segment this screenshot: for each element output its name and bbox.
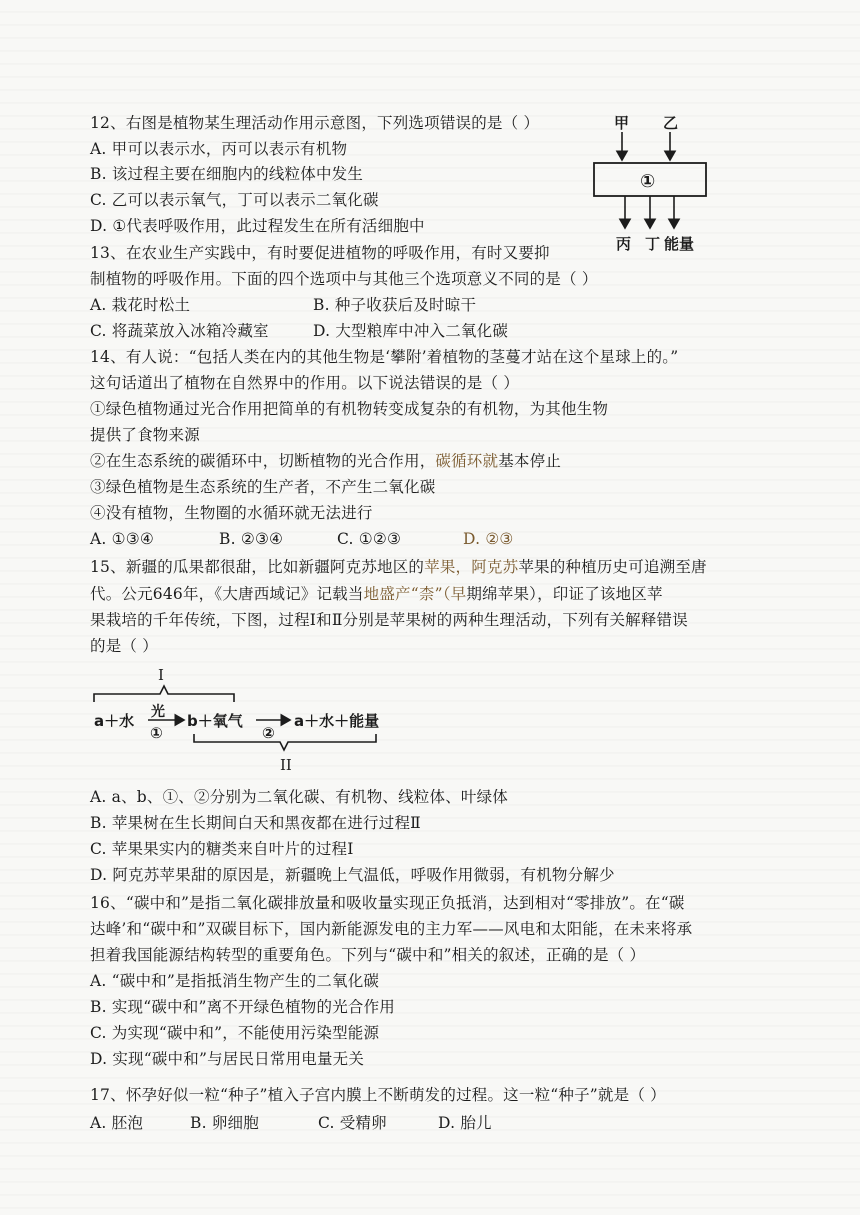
q16-stem-line-2: 达峰’和“碳中和”双碳目标下，国内新能源发电的主力军——风电和太阳能，在未来将承: [90, 920, 693, 938]
q14-statement-2-part-1: ②在生态系统的碳循环中，切断植物的光合作用，: [90, 452, 436, 470]
q14-statement-1-line-2: 提供了食物来源: [90, 426, 200, 444]
q15-line-2-part-2: 期绵苹果），印证了该地区苹: [466, 585, 663, 603]
q15-diagram-light: 光: [151, 704, 165, 720]
q12-diagram-output-3: 能量: [664, 235, 695, 253]
q15-diagram-middle: b＋氧气: [187, 712, 243, 730]
q12-option-a: A. 甲可以表示水，丙可以表示有机物: [90, 140, 348, 158]
q15-option-c: C. 苹果果实内的糖类来自叶片的过程Ⅰ: [90, 840, 354, 858]
q14-statement-2: [90, 450, 561, 472]
q17-option-d: D. 胎儿: [438, 1114, 492, 1132]
q15-diagram-process-ii-label: II: [280, 756, 292, 774]
q14-stem-line-2: 这句话道出了植物在自然界中的作用。以下说法错误的是（ ）: [90, 374, 520, 392]
q16-stem-line-1: 16、“碳中和”是指二氧化碳排放量和吸收量实现正负抵消，达到相对“零排放”。在“碳: [90, 894, 685, 912]
q13-stem-line-1: 13、在农业生产实践中，有时要促进植物的呼吸作用，有时又要抑: [90, 244, 550, 262]
q12-diagram-output-1: 丙: [616, 235, 632, 253]
q13-option-d: D. 大型粮库中冲入二氧化碳: [313, 322, 509, 340]
q14-statement-2-highlight: 碳循环就: [435, 452, 499, 470]
q15-option-a: A. a、b、①、②分别为二氧化碳、有机物、线粒体、叶绿体: [90, 788, 509, 806]
q16-option-c: C. 为实现“碳中和”，不能使用污染型能源: [90, 1024, 380, 1042]
q15-line-1-part-2: 苹果的种植历史可追溯至唐: [518, 558, 707, 576]
q13-option-b: B. 种子收获后及时晾干: [313, 296, 477, 314]
q12-option-b: B. 该过程主要在细胞内的线粒体中发生: [90, 165, 364, 183]
q12-option-d: D. ①代表呼吸作用，此过程发生在所有活细胞中: [90, 217, 425, 235]
q15-option-b: B. 苹果树在生长期间白天和黑夜都在进行过程Ⅱ: [90, 814, 421, 832]
q15-line-1-part-1: 15、新疆的瓜果都很甜，比如新疆阿克苏地区的: [90, 558, 425, 576]
q14-option-a: A. ①③④: [90, 530, 154, 548]
q14-statement-1-line-1: ①绿色植物通过光合作用把简单的有机物转变成复杂的有机物，为其他生物: [90, 400, 609, 418]
q13-option-c: C. 将蔬菜放入冰箱冷藏室: [90, 322, 269, 340]
q12-option-c: C. 乙可以表示氧气，丁可以表示二氧化碳: [90, 191, 379, 209]
q14-option-b: B. ②③④: [219, 530, 284, 548]
q16-option-d: D. 实现“碳中和”与居民日常用电量无关: [90, 1050, 365, 1068]
q14-option-c: C. ①②③: [337, 530, 402, 548]
q15-diagram-right: a＋水＋能量: [294, 712, 380, 730]
q14-option-d: [463, 528, 514, 550]
q14-statement-4: ④没有植物，生物圈的水循环就无法进行: [90, 504, 373, 522]
q12-diagram-input-2: 乙: [663, 114, 679, 132]
q12-diagram-input-1: 甲: [614, 114, 630, 132]
q15-line-2-highlight: 地盛产“柰”（早: [363, 585, 467, 603]
q15-stem-line-3: 果栽培的千年传统，下图，过程Ⅰ和Ⅱ分别是苹果树的两种生理活动，下列有关解释错误: [90, 611, 688, 629]
q17-option-c: C. 受精卵: [318, 1114, 387, 1132]
q15-line-1-highlight: 苹果，阿克苏: [424, 558, 519, 576]
q15-stem-line-1: [90, 556, 707, 578]
q15-option-d: D. 阿克苏苹果甜的原因是，新疆晚上气温低，呼吸作用微弱，有机物分解少: [90, 866, 615, 884]
q15-diagram-process-i-label: I: [158, 666, 164, 684]
q12-diagram-process-label: ①: [640, 171, 656, 192]
q16-option-a: A. “碳中和”是指抵消生物产生的二氧化碳: [90, 972, 380, 990]
q13-stem-line-2: 制植物的呼吸作用。下面的四个选项中与其他三个选项意义不同的是（ ）: [90, 270, 598, 288]
q17-option-b: B. 卵细胞: [190, 1114, 259, 1132]
q15-diagram-step-1: ①: [150, 724, 163, 742]
q15-diagram-left: a＋水: [94, 712, 135, 730]
q12-diagram-output-2: 丁: [645, 235, 661, 253]
q14-statement-3: ③绿色植物是生态系统的生产者，不产生二氧化碳: [90, 478, 436, 496]
q15-line-2-part-1: 代。公元646年，《大唐西域记》记载当: [90, 585, 364, 603]
q13-option-a: A. 栽花时松土: [90, 296, 191, 314]
q14-statement-2-part-2: 基本停止: [498, 452, 562, 470]
q17-option-a: A. 胚泡: [90, 1114, 144, 1132]
q15-stem-line-2: [90, 583, 663, 605]
q14-stem-line-1: 14、有人说：“包括人类在内的其他生物是‘攀附’着植物的茎蔓才站在这个星球上的。”: [90, 348, 679, 366]
q15-stem-line-4: 的是（ ）: [90, 637, 158, 655]
q14-option-d-text: D. ②③: [463, 530, 514, 548]
q12-stem: 12、右图是植物某生理活动作用示意图，下列选项错误的是（ ）: [90, 114, 540, 132]
q15-diagram-step-2: ②: [262, 724, 275, 742]
q16-stem-line-3: 担着我国能源结构转型的重要角色。下列与“碳中和”相关的叙述，正确的是（ ）: [90, 946, 646, 964]
q16-option-b: B. 实现“碳中和”离不开绿色植物的光合作用: [90, 998, 395, 1016]
q17-stem: 17、怀孕好似一粒“种子”植入子宫内膜上不断萌发的过程。这一粒“种子”就是（ ）: [90, 1086, 666, 1104]
